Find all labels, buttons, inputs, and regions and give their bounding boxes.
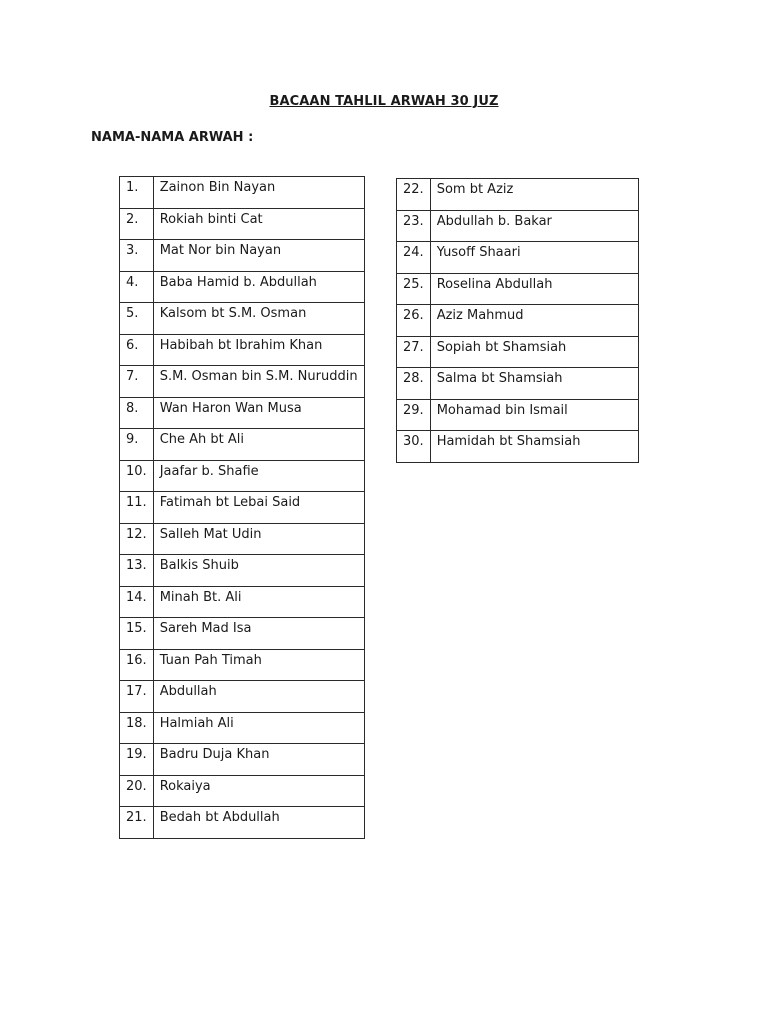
row-number: 20. [120, 775, 154, 807]
table-row [397, 179, 639, 211]
table-row [120, 775, 365, 807]
deceased-name: Hamidah bt Shamsiah [430, 431, 638, 463]
table-row [120, 177, 365, 209]
table-row [120, 492, 365, 524]
row-number: 1. [120, 177, 154, 209]
table-row [120, 240, 365, 272]
table-row [120, 744, 365, 776]
table-row [120, 618, 365, 650]
table-row [120, 334, 365, 366]
table-row [397, 368, 639, 400]
row-number: 7. [120, 366, 154, 398]
table-row [120, 555, 365, 587]
table-row [120, 271, 365, 303]
table-row [120, 807, 365, 839]
row-number: 11. [120, 492, 154, 524]
deceased-name: Mat Nor bin Nayan [153, 240, 364, 272]
table-row [120, 586, 365, 618]
deceased-name: Salma bt Shamsiah [430, 368, 638, 400]
deceased-name: Badru Duja Khan [153, 744, 364, 776]
table-row [397, 305, 639, 337]
deceased-name: Kalsom bt S.M. Osman [153, 303, 364, 335]
row-number: 4. [120, 271, 154, 303]
table-row [397, 242, 639, 274]
row-number: 2. [120, 208, 154, 240]
deceased-name: Abdullah [153, 681, 364, 713]
table-row [397, 431, 639, 463]
row-number: 25. [397, 273, 431, 305]
row-number: 30. [397, 431, 431, 463]
table-row [397, 273, 639, 305]
table-row [120, 303, 365, 335]
row-number: 24. [397, 242, 431, 274]
deceased-name: Rokaiya [153, 775, 364, 807]
deceased-name: Bedah bt Abdullah [153, 807, 364, 839]
table-row [120, 649, 365, 681]
row-number: 29. [397, 399, 431, 431]
table-row [120, 208, 365, 240]
deceased-name: Rokiah binti Cat [153, 208, 364, 240]
row-number: 26. [397, 305, 431, 337]
table-row [120, 397, 365, 429]
deceased-name: Minah Bt. Ali [153, 586, 364, 618]
deceased-name: Zainon Bin Nayan [153, 177, 364, 209]
deceased-name: Sopiah bt Shamsiah [430, 336, 638, 368]
deceased-name: Sareh Mad Isa [153, 618, 364, 650]
document-title: BACAAN TAHLIL ARWAH 30 JUZ [269, 94, 499, 109]
deceased-name: Halmiah Ali [153, 712, 364, 744]
row-number: 16. [120, 649, 154, 681]
names-table-right-body [397, 179, 639, 463]
deceased-name: Che Ah bt Ali [153, 429, 364, 461]
deceased-name: Tuan Pah Timah [153, 649, 364, 681]
deceased-name: Fatimah bt Lebai Said [153, 492, 364, 524]
row-number: 18. [120, 712, 154, 744]
table-row [120, 681, 365, 713]
row-number: 10. [120, 460, 154, 492]
deceased-name: Jaafar b. Shafie [153, 460, 364, 492]
row-number: 17. [120, 681, 154, 713]
names-table-right [396, 178, 639, 463]
row-number: 28. [397, 368, 431, 400]
table-row [120, 523, 365, 555]
row-number: 8. [120, 397, 154, 429]
row-number: 23. [397, 210, 431, 242]
table-row [120, 429, 365, 461]
row-number: 21. [120, 807, 154, 839]
table-row [120, 460, 365, 492]
list-heading: NAMA-NAMA ARWAH : [91, 130, 254, 145]
row-number: 5. [120, 303, 154, 335]
row-number: 22. [397, 179, 431, 211]
deceased-name: Abdullah b. Bakar [430, 210, 638, 242]
table-row [120, 366, 365, 398]
row-number: 9. [120, 429, 154, 461]
row-number: 3. [120, 240, 154, 272]
deceased-name: Wan Haron Wan Musa [153, 397, 364, 429]
deceased-name: Yusoff Shaari [430, 242, 638, 274]
deceased-name: Habibah bt Ibrahim Khan [153, 334, 364, 366]
deceased-name: Som bt Aziz [430, 179, 638, 211]
table-row [397, 399, 639, 431]
deceased-name: S.M. Osman bin S.M. Nuruddin [153, 366, 364, 398]
deceased-name: Aziz Mahmud [430, 305, 638, 337]
row-number: 27. [397, 336, 431, 368]
row-number: 12. [120, 523, 154, 555]
row-number: 13. [120, 555, 154, 587]
table-row [120, 712, 365, 744]
deceased-name: Balkis Shuib [153, 555, 364, 587]
deceased-name: Roselina Abdullah [430, 273, 638, 305]
row-number: 14. [120, 586, 154, 618]
names-table-left [119, 176, 365, 839]
row-number: 15. [120, 618, 154, 650]
table-row [397, 210, 639, 242]
deceased-name: Mohamad bin Ismail [430, 399, 638, 431]
row-number: 6. [120, 334, 154, 366]
table-row [397, 336, 639, 368]
deceased-name: Salleh Mat Udin [153, 523, 364, 555]
row-number: 19. [120, 744, 154, 776]
deceased-name: Baba Hamid b. Abdullah [153, 271, 364, 303]
names-table-left-body [120, 177, 365, 839]
